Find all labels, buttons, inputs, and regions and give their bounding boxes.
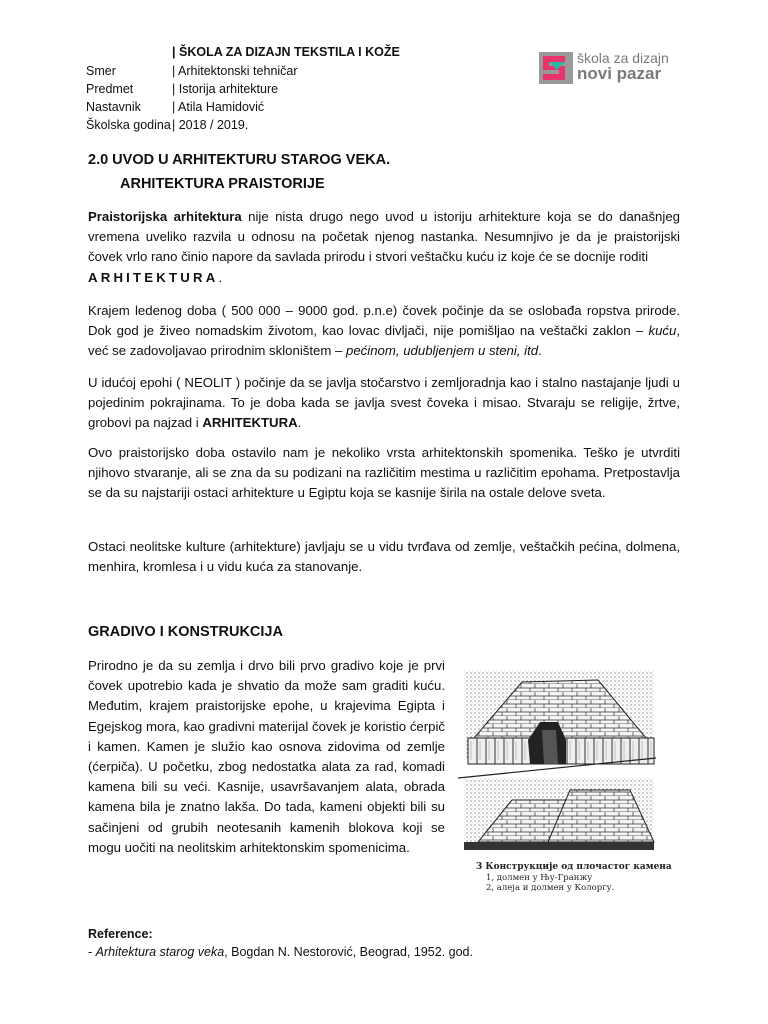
logo-line2: novi pazar — [577, 64, 662, 83]
logo-text — [577, 50, 669, 82]
reference-title: Arhitektura starog veka — [95, 945, 225, 959]
paragraph-remains: Ostaci neolitske kulture (arhitekture) javljaju se u vidu tvrđava od zemlje, veštačkih pećina, dolmena, menhira, kromlesa i u vidu kuća za stanovanje. — [88, 539, 680, 575]
header-school-line — [172, 44, 400, 62]
caption-title: 3 Конструкције од плочастог камена — [476, 862, 672, 872]
header-row — [86, 99, 386, 117]
paragraph-neolith — [88, 373, 680, 434]
figure-caption — [476, 862, 672, 894]
section-title: GRADIVO I KONSTRUKCIJA — [88, 624, 283, 640]
paragraph-intro — [88, 207, 680, 288]
header-key: Školska godina — [86, 118, 171, 132]
p2-italic2: pećinom, udubljenjem u steni, itd — [346, 343, 539, 359]
header-value: | Atila Hamidović — [172, 100, 265, 114]
references — [88, 925, 473, 961]
header-key: Nastavnik — [86, 100, 141, 114]
period: . — [297, 415, 302, 431]
logo-mark-icon — [539, 52, 573, 84]
header-row — [86, 81, 386, 99]
caption-line-2: 2, алеја и долмен у Колоргу. — [486, 883, 615, 893]
header-row — [86, 117, 386, 135]
header-value: | 2018 / 2019. — [172, 118, 249, 132]
logo-line1: škola za dizajn — [577, 50, 669, 66]
caption-line-1: 1, долмен у Њу-Гранжу — [486, 872, 593, 883]
chapter-title: 2.0 UVOD U ARHITEKTURU STAROG VEKA. — [88, 152, 391, 168]
dolmen-drawing-icon — [458, 660, 656, 860]
p2-text: Krajem ledenog doba ( 500 000 – 9000 god. p.n.e) čovek počinje da se oslobađa ropstva prirode. Dok god je živeo nomadskim životom, kao lovac divljači, nije pomišljao na veštački zaklon – — [88, 303, 680, 339]
p3-text: U idućoj epohi ( NEOLIT ) počinje da se javlja stočarstvo i zemljoradnja kao i stalno nastajanje ljudi u pojedinim pokrajinama. To je doba kada se javlja svest čoveka i misao. Stvaraju se religije, žrtve, grobovi pa najzad i — [88, 375, 680, 431]
period: . — [218, 269, 223, 285]
references-label: Reference: — [88, 927, 153, 941]
school-name: ŠKOLA ZA DIZAJN TEKSTILA I KOŽE — [178, 45, 400, 59]
header-value: | Istorija arhitekture — [172, 82, 279, 96]
header-key: Predmet — [86, 82, 134, 96]
paragraph-ice-age — [88, 301, 680, 362]
paragraph-monuments: Ovo praistorijsko doba ostavilo nam je nekoliko vrsta arhitektonskih spomenika. Teško je utvrditi njihovo stvaranje, ali se zna da su podizani na različitim mestima u različitim epohama. Pretpostavlja se da su najstariji ostaci arhitekture u Egiptu koja se kasnije širila na ostale delove sveta. — [88, 445, 680, 501]
period: . — [538, 343, 542, 359]
chapter-subtitle: ARHITEKTURA PRAISTORIJE — [120, 176, 325, 192]
header-info-table — [86, 63, 386, 135]
intro-text: nije nista drugo nego uvod u istoriju arhitekture koja se do današnjeg vremena uveliko razvila u odnosu na početak njenog nastanka. Nesumnjivo je da je praistorijski čovek vrlo rano činio napore da savlada prirodu i stvori veštačku kuću iz koje će se docnije roditi — [88, 209, 680, 265]
reference-rest: , Bogdan N. Nestorović, Beograd, 1952. god. — [224, 945, 473, 959]
reference-dash: - — [88, 945, 96, 959]
spaced-word: ARHITEKTURA — [88, 269, 219, 285]
school-logo — [539, 52, 679, 86]
intro-bold-term: Praistorijska arhitektura — [88, 209, 242, 224]
header-key: Smer — [86, 64, 116, 78]
p2-text2: , već se zadovoljavao prirodnim skloništem – — [88, 323, 680, 359]
separator: | — [172, 45, 179, 59]
p3-bold: ARHITEKTURA — [202, 415, 298, 431]
header-value: | Arhitektonski tehničar — [172, 64, 298, 78]
header-row — [86, 63, 386, 81]
paragraph-materials: Prirodno je da su zemlja i drvo bili prvo gradivo koje je prvi čovek upotrebio kada je shvatio da može sam graditi kuću. Međutim, krajem praistorijske epohe, u krajevima Egipta i Egejskog mora, kao gradivni materijal čovek je koristio ćerpič i kamen. Kamen je služio kao osnova zidovima od zemlje (ćerpiča). U početku, zbog nedostatka alata za rad, komadi kamena bili su veći. Kasnije, usavršavanjem alata, obrada kamena bila je znatno lakša. Do tada, kameni objekti bili su sačinjeni od grubih neotesanih kamenih blokova koji se mogu uočiti na neolitskim arhitektonskim spomenicima. — [88, 658, 445, 855]
p2-italic: kuću — [648, 323, 677, 339]
reference-item — [88, 943, 473, 961]
